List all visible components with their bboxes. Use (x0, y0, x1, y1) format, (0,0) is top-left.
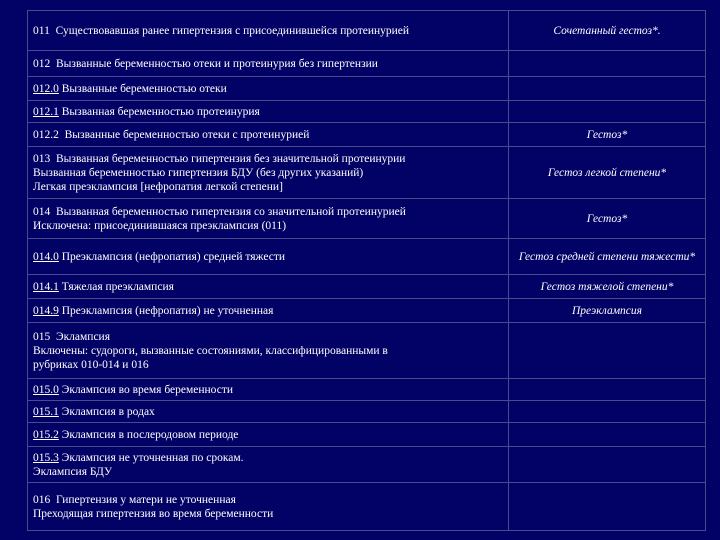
icd-code: 015.0 (33, 383, 59, 396)
description-line: Гипертензия у матери не уточненная (56, 493, 236, 506)
description-line: Эклампсия в послеродовом периоде (61, 428, 239, 441)
clinical-equivalent-cell (509, 483, 706, 531)
clinical-equivalent-cell (509, 379, 706, 401)
icd-code: 012.2 (33, 128, 59, 141)
description-line: Исключена: присоединившаяся преэклампсия (011) (33, 219, 287, 232)
description-line: Преходящая гипертензия во время беременности (33, 507, 274, 520)
row-description-cell (28, 123, 509, 147)
table-row (28, 379, 706, 401)
description-line: Легкая преэклампсия [нефропатия легкой степени] (33, 180, 283, 193)
description-line: Вызванная беременностью протеинурия (61, 105, 260, 118)
description-line: Вызванная беременностью гипертензия без значительной протеинурии (56, 152, 406, 165)
description-line: Эклампсия (56, 330, 111, 343)
icd-code: 016 (33, 493, 51, 506)
row-description-cell (28, 401, 509, 423)
table-body (28, 11, 706, 531)
icd-classification-table (27, 10, 706, 531)
description-line: Тяжелая преэклампсия (61, 280, 174, 293)
description-line: Существовавшая ранее гипертензия с присоединившейся протеинурией (55, 24, 410, 37)
clinical-equivalent-cell: Гестоз* (509, 123, 706, 147)
table-row (28, 299, 706, 323)
clinical-equivalent-cell (509, 323, 706, 379)
icd-code: 013 (33, 152, 51, 165)
icd-code: 015.2 (33, 428, 59, 441)
row-description-cell (28, 323, 509, 379)
row-description-cell (28, 77, 509, 101)
icd-code: 014 (33, 205, 51, 218)
clinical-equivalent-cell: Сочетанный гестоз*. (509, 11, 706, 51)
description-line: Эклампсия во время беременности (61, 383, 233, 396)
row-description-cell (28, 483, 509, 531)
table-row (28, 123, 706, 147)
clinical-equivalent-cell (509, 77, 706, 101)
clinical-equivalent-cell (509, 101, 706, 123)
table-row (28, 101, 706, 123)
description-line: Включены: судороги, вызванные состояниями, классифицированными в (33, 344, 388, 357)
table-row (28, 401, 706, 423)
icd-code: 015 (33, 330, 51, 343)
table-row (28, 275, 706, 299)
table-row (28, 483, 706, 531)
icd-code: 014.1 (33, 280, 59, 293)
description-line: Вызванные беременностью отеки с протеинурией (64, 128, 310, 141)
description-line: Вызванная беременностью гипертензия БДУ (без других указаний) (33, 166, 364, 179)
icd-code: 012 (33, 57, 51, 70)
table-row (28, 239, 706, 275)
description-line: Вызванная беременностью гипертензия со значительной протеинурией (56, 205, 406, 218)
icd-code: 015.1 (33, 405, 59, 418)
icd-code: 012.0 (33, 82, 59, 95)
icd-code: 011 (33, 24, 50, 37)
icd-code: 012.1 (33, 105, 59, 118)
table-row (28, 423, 706, 447)
description-line: Эклампсия БДУ (33, 465, 113, 478)
row-description-cell (28, 11, 509, 51)
row-description-cell (28, 299, 509, 323)
clinical-equivalent-cell: Гестоз средней степени тяжести* (509, 239, 706, 275)
row-description-cell (28, 199, 509, 239)
row-description-cell (28, 51, 509, 77)
clinical-equivalent-cell: Гестоз легкой степени* (509, 147, 706, 199)
clinical-equivalent-cell (509, 423, 706, 447)
row-description-cell (28, 101, 509, 123)
table-row (28, 447, 706, 483)
icd-code: 015.3 (33, 451, 59, 464)
clinical-equivalent-cell (509, 51, 706, 77)
description-line: Эклампсия не уточненная по срокам. (61, 451, 244, 464)
clinical-equivalent-cell: Гестоз* (509, 199, 706, 239)
row-description-cell (28, 447, 509, 483)
row-description-cell (28, 147, 509, 199)
icd-code: 014.0 (33, 250, 59, 263)
clinical-equivalent-cell: Преэклампсия (509, 299, 706, 323)
table-row (28, 77, 706, 101)
row-description-cell (28, 379, 509, 401)
description-line: рубриках 010-014 и 016 (33, 358, 149, 371)
description-line: Эклампсия в родах (61, 405, 155, 418)
table-row (28, 323, 706, 379)
description-line: Преэклампсия (нефропатия) не уточненная (61, 304, 274, 317)
icd-code: 014.9 (33, 304, 59, 317)
clinical-equivalent-cell (509, 447, 706, 483)
description-line: Вызванные беременностью отеки (61, 82, 227, 95)
row-description-cell (28, 239, 509, 275)
description-line: Преэклампсия (нефропатия) средней тяжести (61, 250, 286, 263)
description-line: Вызванные беременностью отеки и протеинурия без гипертензии (56, 57, 378, 70)
clinical-equivalent-cell: Гестоз тяжелой степени* (509, 275, 706, 299)
table-row (28, 51, 706, 77)
row-description-cell (28, 423, 509, 447)
table-row (28, 147, 706, 199)
table-row (28, 11, 706, 51)
clinical-equivalent-cell (509, 401, 706, 423)
row-description-cell (28, 275, 509, 299)
table-row (28, 199, 706, 239)
